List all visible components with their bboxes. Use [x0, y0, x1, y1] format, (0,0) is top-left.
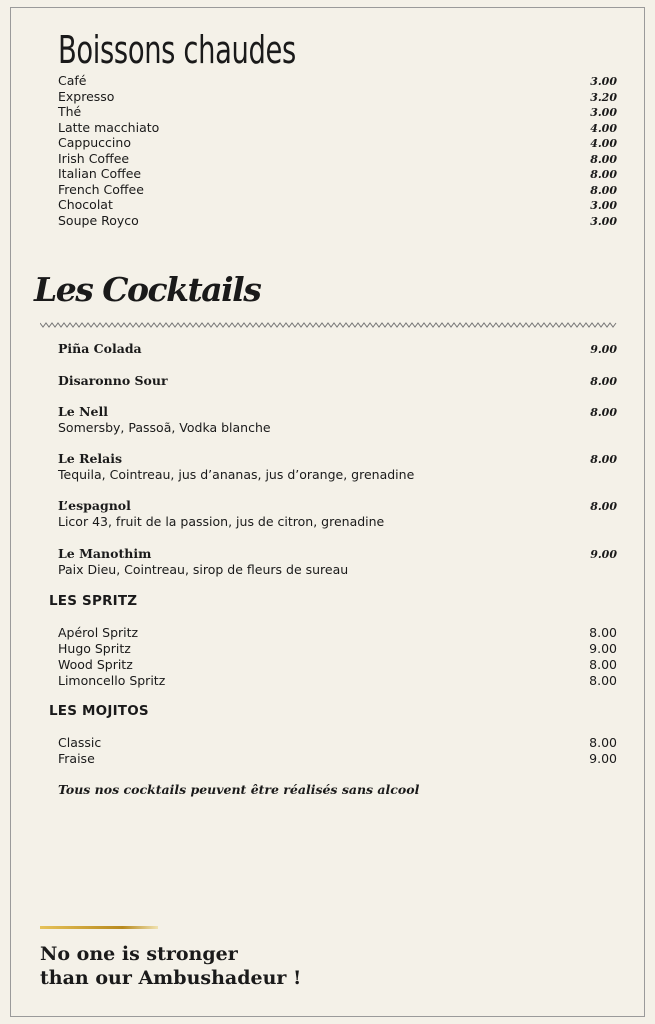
mojito-item — [58, 735, 617, 751]
item-name: Italian Coffee — [58, 166, 142, 181]
item-name: Latte macchiato — [58, 119, 160, 135]
alcohol-free-note: Tous nos cocktails peuvent être réalisés sans alcool — [58, 782, 420, 797]
item-name: Fraise — [58, 751, 95, 766]
cocktail-name: Le Manothim — [58, 546, 152, 561]
menu-item — [58, 120, 617, 136]
cocktails-title: Les Cocktails — [34, 270, 261, 309]
slogan-line-1: No one is stronger — [40, 943, 238, 965]
cocktail-item — [58, 451, 617, 466]
menu-item — [58, 197, 617, 213]
item-price: 8.00 — [589, 735, 617, 750]
item-price: 4.00 — [590, 137, 617, 150]
item-name: Café — [58, 73, 87, 88]
gold-divider — [40, 926, 158, 929]
item-price: 3.20 — [590, 90, 617, 104]
item-name: Hugo Spritz — [58, 641, 131, 656]
item-name: Classic — [58, 735, 102, 750]
menu-item — [58, 104, 617, 120]
cocktail-item — [58, 546, 617, 561]
spritz-item — [58, 657, 617, 673]
spritz-item — [58, 641, 617, 657]
item-price: 8.00 — [589, 657, 617, 672]
menu-item — [58, 213, 617, 229]
cocktail-item — [58, 498, 617, 513]
item-name: Soupe Royco — [58, 212, 139, 228]
item-price: 3.00 — [590, 199, 617, 212]
item-name: Apérol Spritz — [58, 625, 139, 640]
spritz-item — [58, 673, 617, 689]
item-name: Cappuccino — [58, 135, 131, 150]
slogan — [40, 942, 301, 990]
item-name: Limoncello Spritz — [58, 673, 166, 688]
item-name: French Coffee — [58, 181, 144, 197]
item-price: 3.00 — [590, 75, 617, 88]
menu-item — [58, 89, 617, 105]
item-price: 3.00 — [590, 214, 617, 228]
cocktail-name: Piña Colada — [58, 341, 142, 356]
item-name: Chocolat — [58, 197, 113, 212]
cocktail-item — [58, 341, 617, 356]
item-price: 8.00 — [590, 168, 617, 181]
item-price: 8.00 — [590, 183, 617, 197]
item-name: Expresso — [58, 88, 115, 104]
item-price: 8.00 — [589, 625, 617, 640]
menu-item — [58, 135, 617, 151]
item-name: Irish Coffee — [58, 150, 130, 166]
cocktail-price: 8.00 — [590, 500, 617, 513]
item-price: 3.00 — [590, 106, 617, 119]
item-price: 8.00 — [590, 152, 617, 166]
menu-item — [58, 166, 617, 182]
cocktail-name: Le Nell — [58, 404, 108, 419]
slogan-line-2: than our Ambushadeur ! — [40, 967, 302, 989]
cocktail-price: 8.00 — [590, 406, 617, 419]
cocktail-item — [58, 373, 617, 388]
mojitos-title: LES MOJITOS — [49, 703, 149, 719]
item-price: 9.00 — [589, 641, 617, 656]
cocktail-name: Le Relais — [58, 451, 123, 466]
cocktail-price: 8.00 — [590, 453, 617, 466]
mojito-item — [58, 751, 617, 767]
spritz-item — [58, 625, 617, 641]
menu-item — [58, 73, 617, 89]
zigzag-divider — [40, 322, 617, 328]
item-price: 9.00 — [589, 751, 617, 766]
cocktail-description: Paix Dieu, Cointreau, sirop de fleurs de sureau — [58, 562, 349, 577]
cocktail-name: Disaronno Sour — [58, 373, 168, 388]
menu-item — [58, 151, 617, 167]
hot-drinks-title: Boissons chaudes — [58, 28, 296, 72]
cocktail-price: 9.00 — [590, 548, 617, 561]
spritz-title: LES SPRITZ — [49, 593, 138, 609]
cocktail-price: 8.00 — [590, 375, 617, 388]
item-price: 4.00 — [590, 121, 617, 135]
cocktail-description: Licor 43, fruit de la passion, jus de citron, grenadine — [58, 514, 385, 529]
cocktail-price: 9.00 — [590, 343, 617, 356]
cocktail-description: Somersby, Passoã, Vodka blanche — [58, 420, 271, 435]
item-name: Wood Spritz — [58, 657, 133, 672]
cocktail-name: L’espagnol — [58, 498, 131, 513]
item-price: 8.00 — [589, 673, 617, 688]
cocktail-item — [58, 404, 617, 419]
item-name: Thé — [58, 104, 82, 119]
menu-item — [58, 182, 617, 198]
cocktail-description: Tequila, Cointreau, jus d’ananas, jus d’orange, grenadine — [58, 467, 415, 482]
